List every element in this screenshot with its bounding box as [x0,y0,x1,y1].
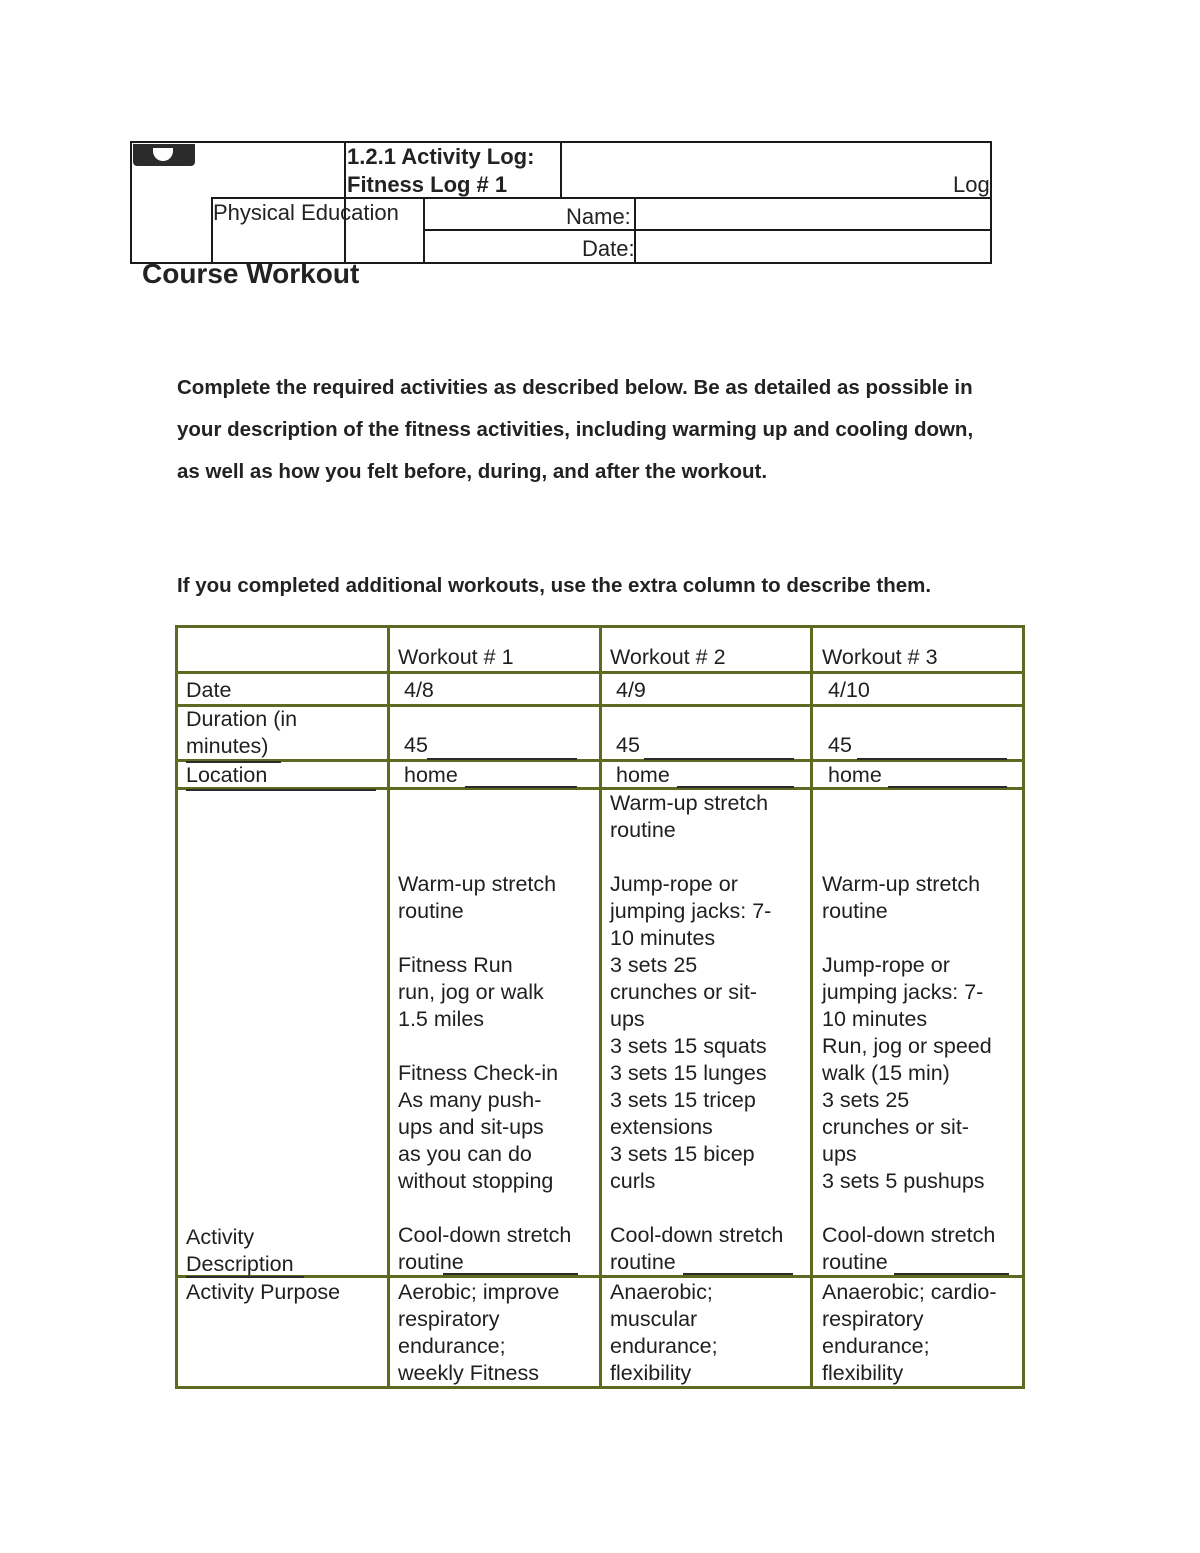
row-label-location: Location [186,763,268,787]
cell-duration-2: 45 [616,733,640,757]
activity-title-line1: 1.2.1 Activity Log: [347,144,535,169]
row-label-purpose: Activity Purpose [186,1280,341,1304]
cell-purpose-3: Anaerobic; cardio- respiratory endurance; flexibility [822,1280,997,1385]
cell-purpose-2: Anaerobic; muscular endurance; flexibility [610,1280,718,1385]
column-header-workout-3: Workout # 3 [822,645,938,669]
row-label-duration: Duration (in minutes) [186,707,298,758]
cell-date-1: 4/8 [404,678,434,702]
cell-purpose-1: Aerobic; improve respiratory endurance; weekly Fitness [398,1280,560,1385]
date-label: Date: [582,236,635,261]
cell-description-1: Warm-up stretch routine Fitness Run run, jog or walk 1.5 miles Fitness Check-in As many push- ups and sit-ups as you can do without stopping Cool-down stretch routine [398,872,572,1274]
cell-duration-1: 45 [404,733,428,757]
subject-label: Physical Education [213,200,399,225]
column-header-workout-1: Workout # 1 [398,645,514,669]
cell-description-2: Warm-up stretch routine Jump-rope or jumping jacks: 7- 10 minutes 3 sets 25 crunches or sit- ups 3 sets 15 squats 3 sets 15 lunges 3 sets 15 tricep extensions 3 sets 15 bicep curls Cool-down stretch routine [610,791,784,1274]
cell-location-3: home [828,763,882,787]
page-title: Course Workout [142,258,360,289]
log-label: Log [953,172,990,197]
cell-location-1: home [404,763,458,787]
cell-date-2: 4/9 [616,678,646,702]
row-label-description: Activity Description [186,1225,294,1276]
name-label: Name: [566,204,631,229]
name-field[interactable] [640,204,985,228]
school-logo [133,144,195,166]
cell-description-3: Warm-up stretch routine Jump-rope or jumping jacks: 7- 10 minutes Run, jog or speed walk (15 min) 3 sets 25 crunches or sit- ups 3 sets 5 pushups Cool-down stretch routine [822,872,996,1274]
cell-location-2: home [616,763,670,787]
instructions-line-3: as well as how you felt before, during, and after the workout. [177,460,768,483]
instructions-line-1: Complete the required activities as described below. Be as detailed as possible in [177,376,973,399]
column-header-workout-2: Workout # 2 [610,645,726,669]
activity-title-line2: Fitness Log # 1 [347,172,508,197]
instructions-line-2: your description of the fitness activities, including warming up and cooling down, [177,418,974,441]
row-label-date: Date [186,678,232,702]
date-field[interactable] [640,236,985,260]
instructions-extra: If you completed additional workouts, use the extra column to describe them. [177,574,932,597]
cell-duration-3: 45 [828,733,852,757]
cell-date-3: 4/10 [828,678,870,702]
